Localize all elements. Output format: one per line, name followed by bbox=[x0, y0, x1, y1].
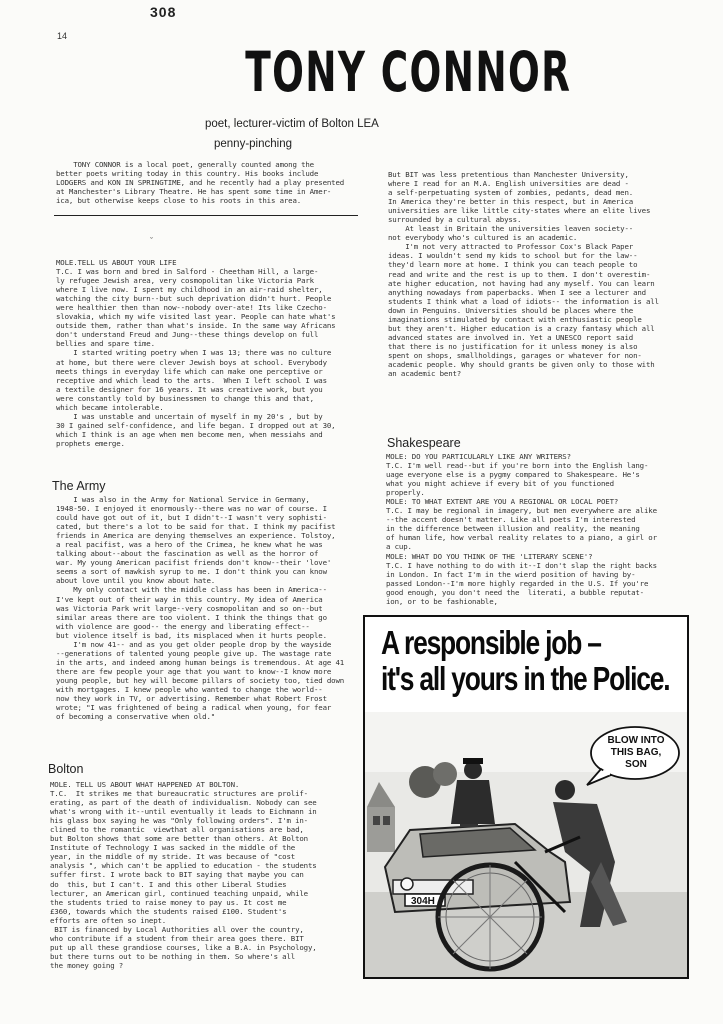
stray-mark: ˇ bbox=[150, 236, 153, 246]
divider-rule bbox=[54, 215, 358, 216]
heading-army: The Army bbox=[52, 479, 106, 493]
universities-section: But BIT was less pretentious than Manchester University, where I read for an M.A. English universities are dead - a self-perpetuating system of zombies, pedants, dead men. In America they're better in this respect, but in America universities are like little city-states where an elite lives surrounded by a cultural abyss. At least in Britain the universities leaven society-- not everybody who's cultured is an academic. I'm not very attracted to Professor Cox's Black Paper ideas. I wouldn't send my kids to school but for the law-- they'd learn more at home. I think you can teach people to read and write and the rest is up to them. I don't overestim- ate higher education, not having had any myself. You can learn anything nowadays from paperbacks. When I see a lecturer and students I think what a load of idiots-- the information is all down in Penguins. Universities should be places where the imaginations stimulated by contact with enthusiastic people but they aren't. Higher education is a crazy fantasy which all advanced states are involved in. Yet a UNESCO report said that there is no justification for it unless money is also spent on shops, smallholdings, garages or whatever for non- academic people. Why should grants be given only to those with an academic bent? bbox=[388, 170, 659, 379]
shakespeare-section: MOLE: DO YOU PARTICULARLY LIKE ANY WRITERS? T.C. I'm well read--but if you're born into the English lang- uage everyone else is a pygmy compared to Shakespeare. He's what you might achieve if every bit of you functioned properly. MOLE: TO WHAT EXTENT ARE YOU A REGIONAL OR LOCAL POET? T.C. I may be regional in imagery, but men everywhere are alike --the accent doesn't matter. Like all poets I'm interested in the difference between illusion and reality, the meaning of human life, how verbal reality relates to a piano, a girl or a cup. MOLE: WHAT DO YOU THINK OF THE 'LITERARY SCENE'? T.C. I have nothing to do with it--I don't slap the right backs in London. In fact I'm in the wierd position of having by- passed London--I'm more highly regarded in the U.S. If you're good enough, you don't need the literati, a bubble reputat- ion, or to be fashionable, bbox=[386, 452, 657, 606]
ad-headline: A responsible job – it's all yours in the Police. bbox=[381, 624, 670, 697]
army-section: I was also in the Army for National Service in Germany, 1948-50. I enjoyed it enormously--there was no war of course. I could have got out of it, but I didn't--I wasn't very sophisti- cated, but there's a lot to be said for that. I think my pacifist friends in America are denying themselves an experience. Tolstoy, a real pacifist, was a hero of the Crimea, he knew what he was talking about--about the fascination as well as the horror of war. My young American pacifist friends don't know--their 'love' seems a sort of mawkish syrup to me. I don't think you can know about love until you know about hate. My only contact with the middle class has been in America-- I've kept out of their way in this country. My idea of America was Victoria Park writ large--very cosmopolitan and so on--but similar areas there are too violent. I think the things that go with violence are good-- the energy and liberating effect-- but violence itself is bad, its misplaced when it hurts people. I'm now 41-- and as you get older people drop by the wayside --generations of talented young people give up. The wastage rate in the arts, and indeed among human beings is tremendous. At age 41 there are few people your age that you want to know--I know more young people, but hey will become pillars of society too, tied down with mortgages. I knew people who wanted to change the world-- now they work in TV, or advertising. Remember what Robert Frost wrote; "I was frightened of being a radical when young, for fear of becoming a conservative when old." bbox=[56, 495, 345, 722]
subtitle-line-1: poet, lecturer-victim of Bolton LEA bbox=[205, 118, 379, 130]
page-number: 308 bbox=[150, 4, 177, 20]
corner-mark: 14 bbox=[57, 31, 68, 41]
heading-shakespeare: Shakespeare bbox=[387, 436, 461, 450]
intro-paragraph: TONY CONNOR is a local poet, generally counted among the better poets writing today in this country. His books include LODGERS and KON IN SPRINGTIME, and he recently had a play presented at Manchester's Library Theatre. He has spent some time in Amer- ica, but otherwise keeps close to his roots in this area. bbox=[56, 160, 345, 206]
police-advertisement bbox=[363, 615, 689, 979]
speech-bubble-text: BLOW INTO THIS BAG, SON bbox=[607, 735, 665, 770]
heading-bolton: Bolton bbox=[48, 762, 84, 776]
licence-plate: 304H bbox=[411, 896, 435, 907]
article-title: TONY CONNOR bbox=[245, 40, 572, 104]
subtitle-line-2: penny-pinching bbox=[214, 138, 293, 150]
bolton-section: MOLE. TELL US ABOUT WHAT HAPPENED AT BOLTON. T.C. It strikes me that bureaucratic structures are prolif- erating, as part of the death of individualism. Nobody can see what's wrong with it--until eventually it leads to Eichmann in his glass box saying he was "Only following orders". I'm in- clined to the romantic viewthat all organisations are bad, but Bolton shows that some are better than others. At Bolton Institute of Technology I was sacked in the middle of the year, in the middle of my stride. It was because of "cost analysis ", which can't be applied to education - the students suffer first. I wrote back to BIT saying that maybe you can do this, but I can't. I and this other Liberal Studies lecturer, an American girl, continued teaching unpaid, while the students tried to raise money to pay us. It cost me £360, towards which the students raised £100. Student's efforts are often so inept. BIT is financed by Local Authorities all over the country, who contribute if a student from their area goes there. BIT put up all these grandiose courses, like a B.A. in Psychology, but there turns out to be nothing in them. So where's all the money going ? bbox=[50, 780, 317, 970]
life-section: MOLE.TELL US ABOUT YOUR LIFE T.C. I was born and bred in Salford - Cheetham Hill, a large- ly refugee Jewish area, very cosmopolitan like Victoria Park where I live now. I spent my childhood in an air-raid shelter, watching the city burn--but such deprivation didn't hurt. People were healthier then than now--nobody over-ate! Its like Czecho- slovakia, which my wife visited last year. People can hate what's outside them, rather than what's inside. In the same way Africans don't understand Freud and Jung--these things develop on full bellies and spare time. I started writing poetry when I was 13; there was no culture at home, but there were clever Jewish boys at school. Everybody meets things in everyday life which can make one perceptive or receptive and which lead to the arts. When I left school I was a textile designer for 16 years. It was creative work, but you were constantly told by businessmen to change this and that, which became intolerable. I was unstable and uncertain of myself in my 20's , but by 30 I gained self-confidence, and life began. I dropped out at 30, which I think is an age when men become men, when messiahs and prophets emerge. bbox=[56, 258, 336, 448]
